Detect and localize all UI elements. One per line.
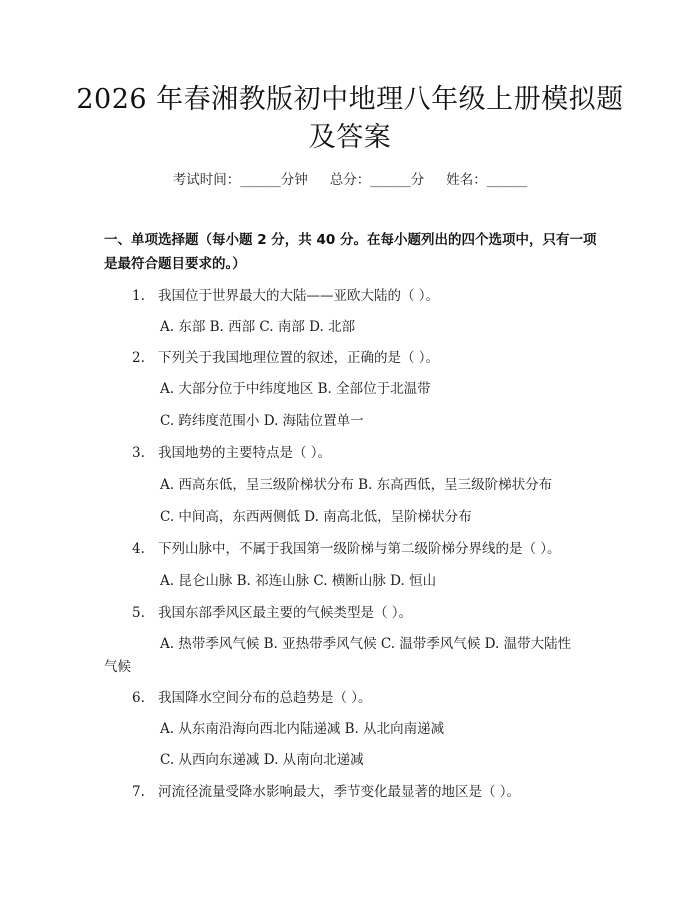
total-score-field: 总分：______分 — [329, 172, 425, 188]
question-5-options: A. 热带季风气候 B. 亚热带季风气候 C. 温带季风气候 D. 温带大陆性 — [160, 636, 572, 652]
page-title-line2: 及答案 — [308, 122, 392, 153]
question-number: 2. — [132, 350, 145, 366]
question-number: 7. — [132, 784, 145, 800]
question-number: 1. — [132, 288, 145, 304]
question-text: 我国地势的主要特点是（ ）。 — [158, 445, 332, 461]
question-text: 我国位于世界最大的大陆——亚欧大陆的（ ）。 — [158, 288, 440, 304]
question-2 — [132, 346, 439, 366]
question-4 — [132, 537, 561, 557]
question-3 — [132, 441, 331, 461]
question-number: 4. — [132, 541, 145, 557]
name-field: 姓名：______ — [446, 172, 528, 188]
question-6-options-line2: C. 从西向东递减 D. 从南向北递减 — [160, 752, 364, 768]
question-text: 下列山脉中，不属于我国第一级阶梯与第二级阶梯分界线的是（ ）。 — [158, 541, 561, 557]
question-6 — [132, 686, 372, 706]
exam-info — [0, 168, 700, 188]
question-1-options: A. 东部 B. 西部 C. 南部 D. 北部 — [160, 319, 356, 335]
question-6-options-line1: A. 从东南沿海向西北内陆递减 B. 从北向南递减 — [160, 721, 445, 737]
question-5-options-wrap: 气候 — [104, 659, 131, 675]
question-2-options-line1: A. 大部分位于中纬度地区 B. 全部位于北温带 — [160, 381, 431, 397]
question-1 — [132, 284, 439, 304]
question-number: 3. — [132, 445, 145, 461]
question-4-options: A. 昆仑山脉 B. 祁连山脉 C. 横断山脉 D. 恒山 — [160, 573, 437, 589]
question-number: 5. — [132, 605, 145, 621]
question-7 — [132, 780, 520, 800]
question-text: 下列关于我国地理位置的叙述，正确的是（ ）。 — [158, 350, 440, 366]
question-text: 河流径流量受降水影响最大，季节变化最显著的地区是（ ）。 — [158, 784, 521, 800]
question-2-options-line2: C. 跨纬度范围小 D. 海陆位置单一 — [160, 413, 364, 429]
question-3-options-line2: C. 中间高，东西两侧低 D. 南高北低，呈阶梯状分布 — [160, 509, 472, 525]
page-title-line1: 2026 年春湘教版初中地理八年级上册模拟题 — [76, 84, 624, 115]
question-3-options-line1: A. 西高东低，呈三级阶梯状分布 B. 东高西低，呈三级阶梯状分布 — [160, 477, 553, 493]
question-5 — [132, 601, 412, 621]
exam-time-field: 考试时间：______分钟 — [172, 172, 308, 188]
section-heading-line1: 一、单项选择题（每小题 2 分，共 40 分。在每小题列出的四个选项中，只有一项 — [104, 232, 597, 248]
question-number: 6. — [132, 690, 145, 706]
question-text: 我国降水空间分布的总趋势是（ ）。 — [158, 690, 372, 706]
question-text: 我国东部季风区最主要的气候类型是（ ）。 — [158, 605, 413, 621]
section-heading-line2: 是最符合题目要求的。） — [104, 256, 246, 272]
